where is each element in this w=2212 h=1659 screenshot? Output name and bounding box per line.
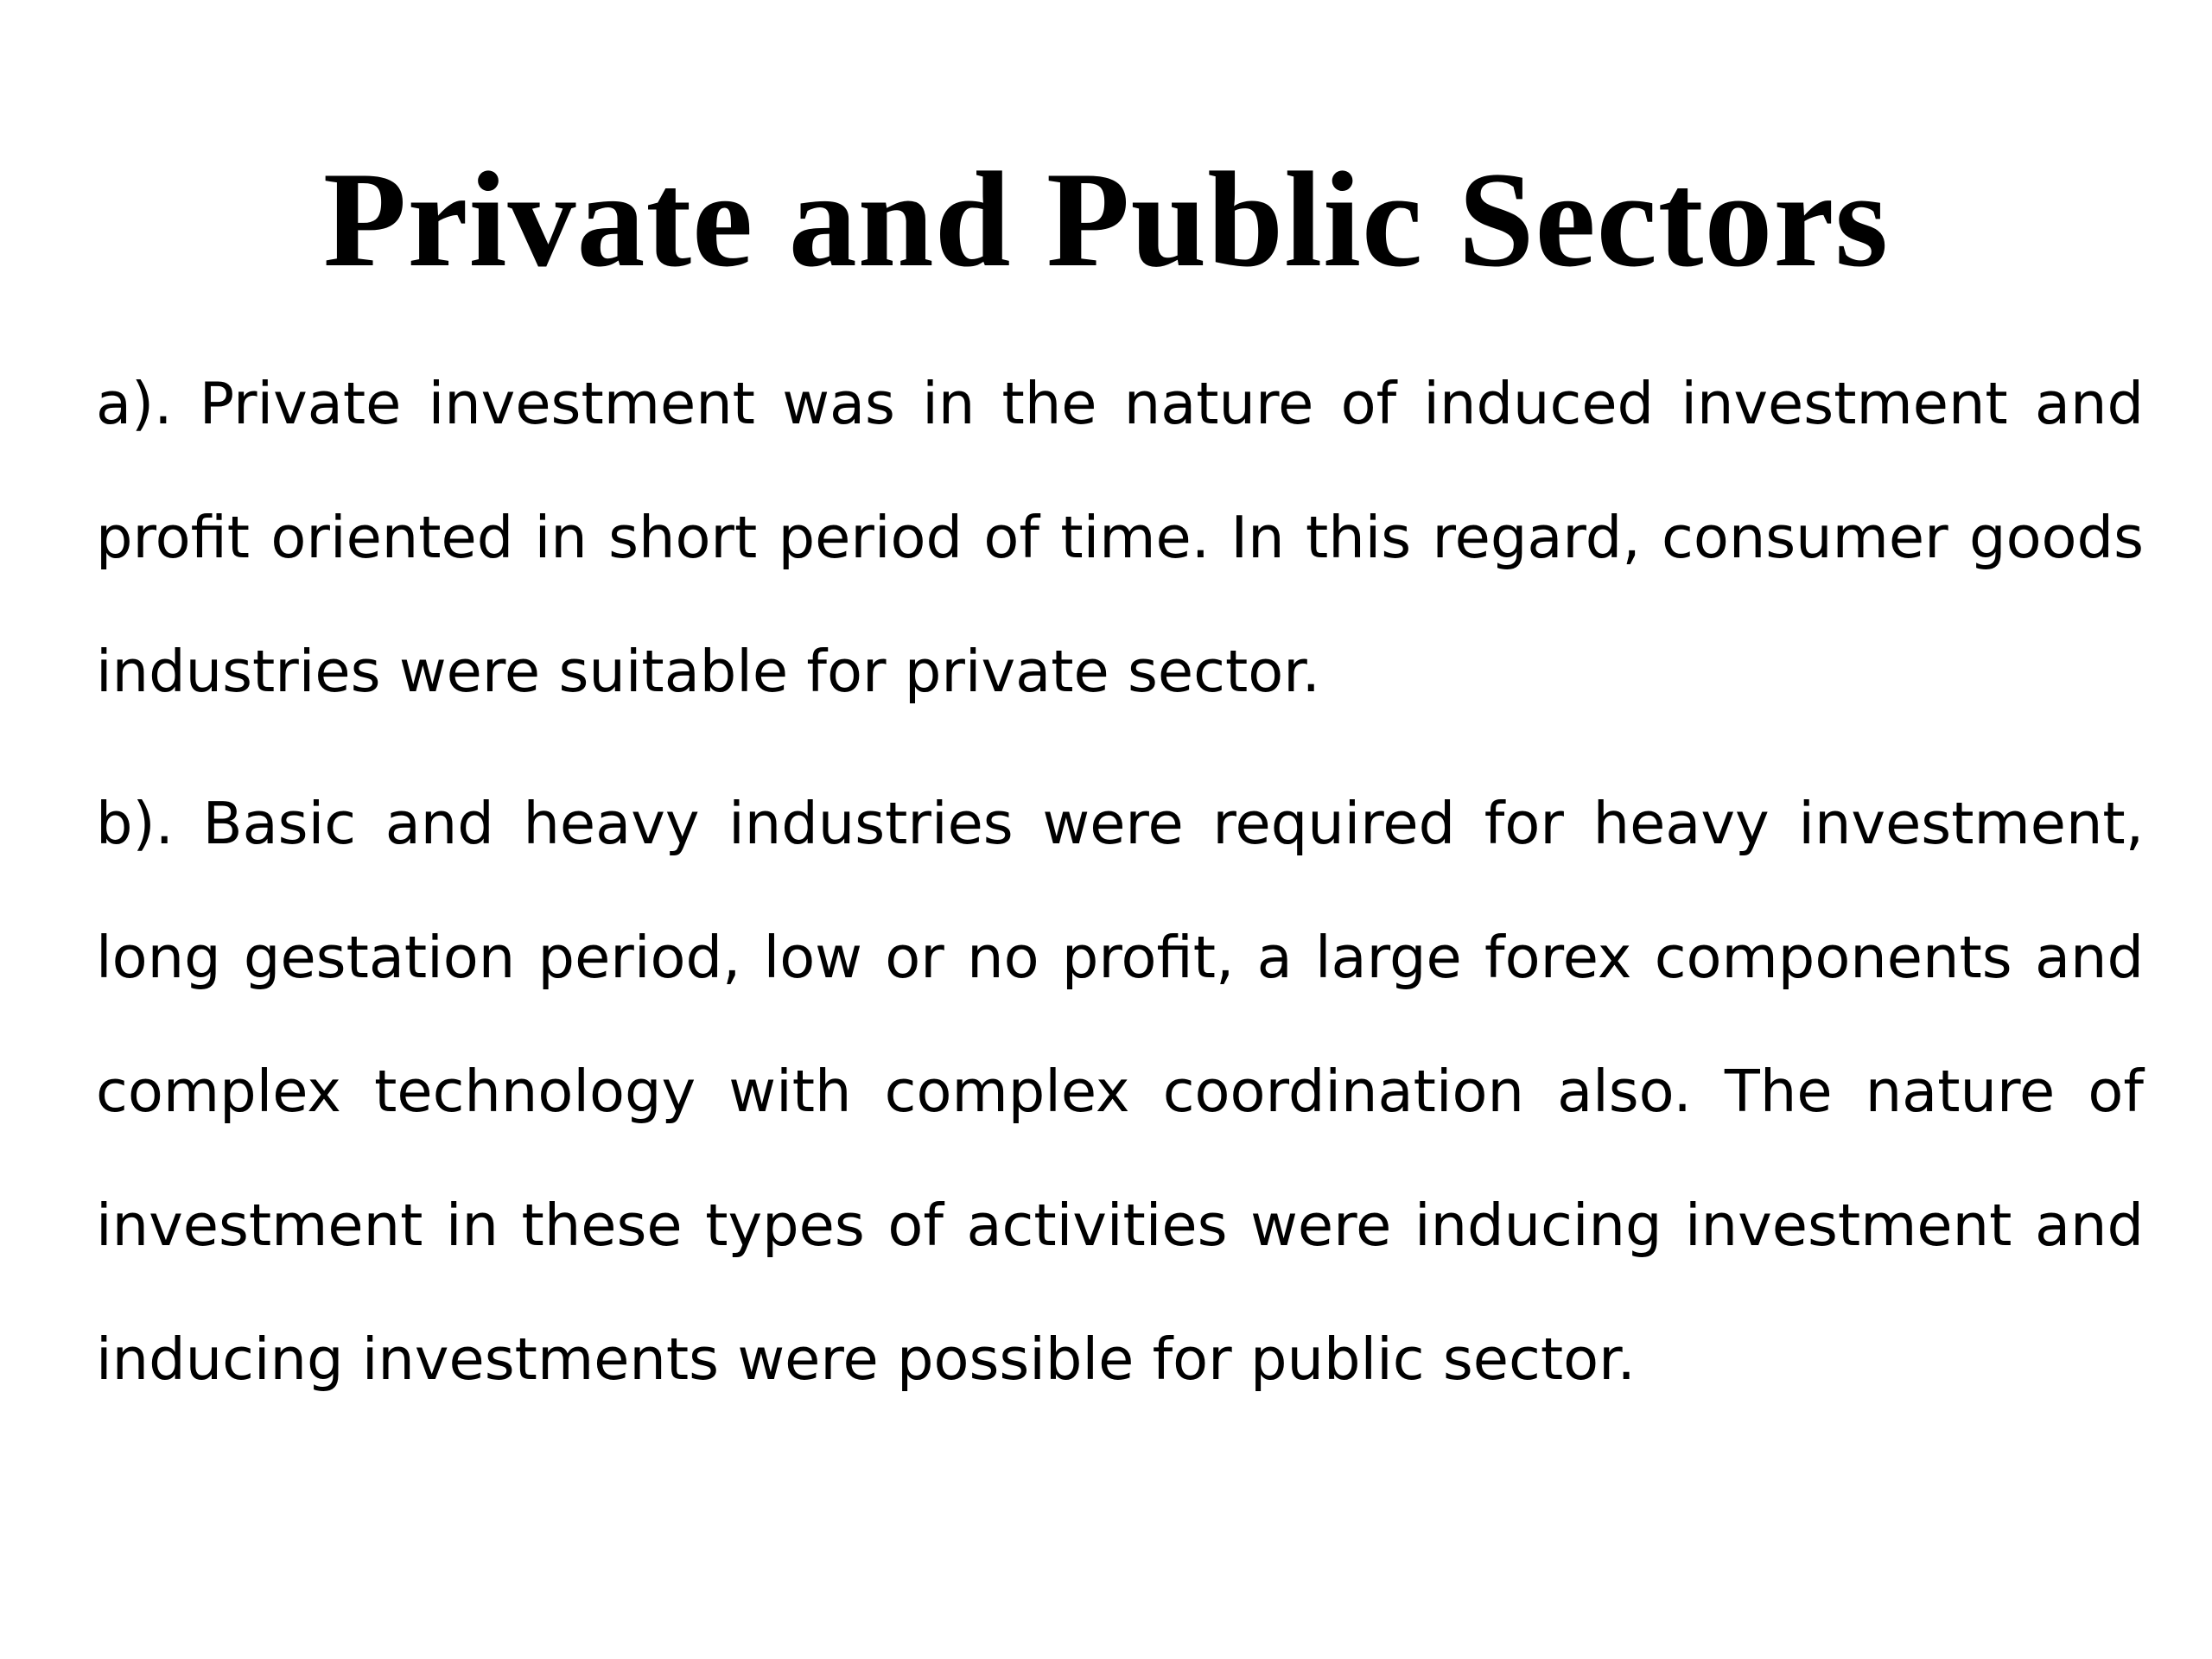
paragraph-basic-heavy-industries: b). Basic and heavy industries were required for heavy investment, long gestation period, low or no profit, a large forex components and complex technology with complex coordination also. The nature of investment in these types of activities were inducing investment and inducing investments were possible for public sector. bbox=[96, 790, 2144, 1393]
slide-title: Private and Public Sectors bbox=[322, 144, 1890, 296]
paragraph-private-investment: a). Private investment was in the nature of induced investment and profit oriented in short period of time. In this regard, consumer goods industries were suitable for private sector. bbox=[96, 370, 2144, 705]
